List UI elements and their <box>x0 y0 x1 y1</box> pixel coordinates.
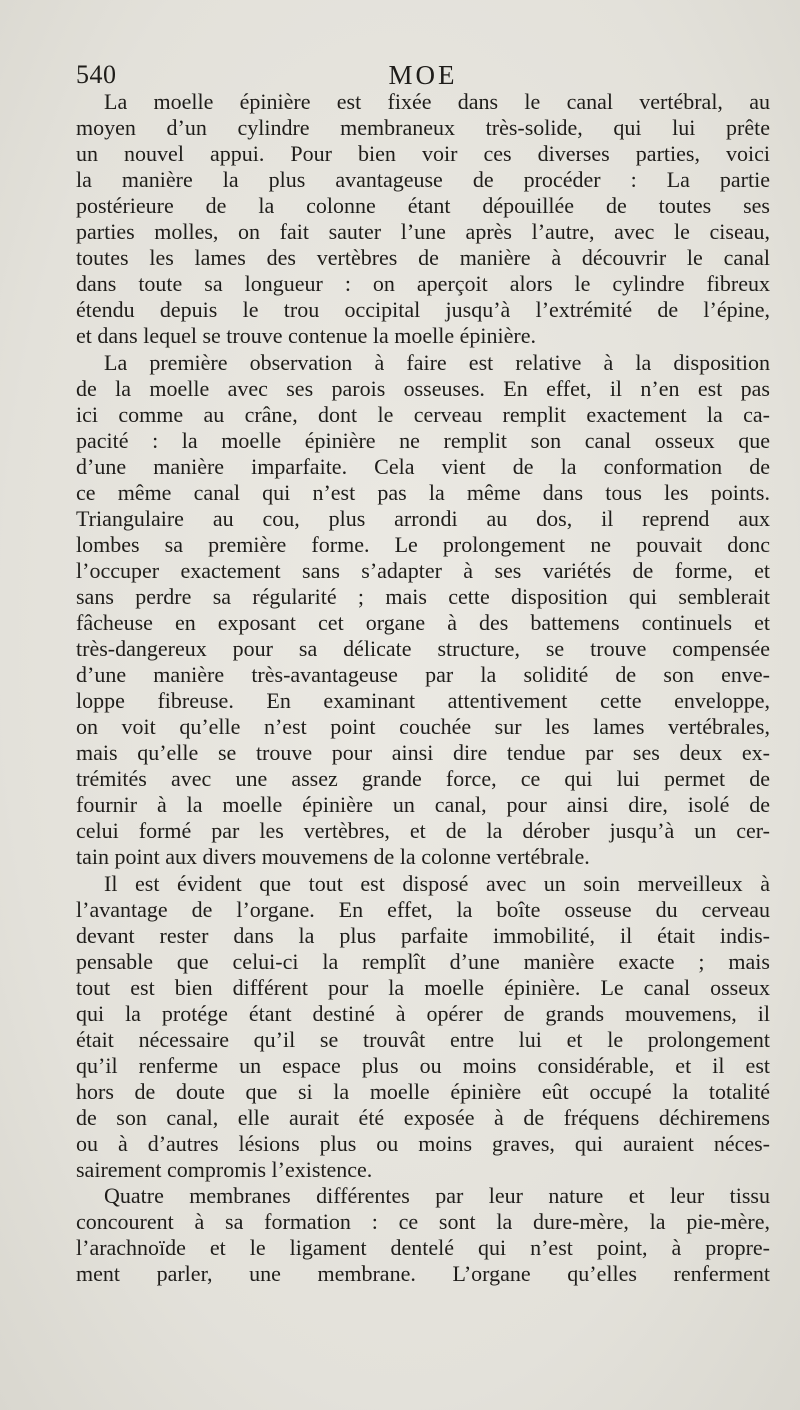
text-line: sairement compromis l’existence. <box>76 1157 373 1183</box>
text-line: étendu depuis le trou occipital jusqu’à l’extrémité de l’épine, <box>76 297 770 323</box>
text-line: tain point aux divers mouvemens de la colonne vertébrale. <box>76 844 590 870</box>
text-line: devant rester dans la plus parfaite immobilité, il était indis- <box>76 922 770 948</box>
text-line: qu’il renferme un espace plus ou moins considérable, et il est <box>76 1052 770 1078</box>
text-line: moyen d’un cylindre membraneux très-solide, qui lui prête <box>76 115 770 141</box>
text-line: l’avantage de l’organe. En effet, la boîte osseuse du cerveau <box>76 896 770 922</box>
text-line: lombes sa première forme. Le prolongement ne pouvait donc <box>76 531 770 557</box>
text-line: mais qu’elle se trouve pour ainsi dire tendue par ses deux ex- <box>76 740 770 766</box>
running-head: MOE <box>388 60 458 90</box>
text-line: loppe fibreuse. En examinant attentivement cette enveloppe, <box>76 688 770 714</box>
text-line: un nouvel appui. Pour bien voir ces diverses parties, voici <box>76 141 770 167</box>
text-line: de la moelle avec ses parois osseuses. En effet, il n’en est pas <box>76 375 770 401</box>
text-line: hors de doute que si la moelle épinière eût occupé la totalité <box>76 1078 770 1104</box>
text-line: Il est évident que tout est disposé avec un soin merveilleux à <box>104 870 770 896</box>
text-line: ici comme au crâne, dont le cerveau remplit exactement la ca- <box>76 401 770 427</box>
text-line: celui formé par les vertèbres, et de la dérober jusqu’à un cer- <box>76 818 770 844</box>
text-line: Triangulaire au cou, plus arrondi au dos, il reprend aux <box>76 505 770 531</box>
text-line: Quatre membranes différentes par leur nature et leur tissu <box>104 1183 770 1209</box>
text-line: pacité : la moelle épinière ne remplit son canal osseux que <box>76 427 770 453</box>
text-line: trémités avec une assez grande force, ce qui lui permet de <box>76 766 770 792</box>
text-line: l’occuper exactement sans s’adapter à ses variétés de forme, et <box>76 557 770 583</box>
text-line: toutes les lames des vertèbres de manière à découvrir le canal <box>76 245 770 271</box>
text-line: on voit qu’elle n’est point couchée sur les lames vertébrales, <box>76 714 770 740</box>
text-line: sans perdre sa régularité ; mais cette disposition qui semblerait <box>76 583 770 609</box>
text-line: fournir à la moelle épinière un canal, pour ainsi dire, isolé de <box>76 792 770 818</box>
text-line: concourent à sa formation : ce sont la dure-mère, la pie-mère, <box>76 1209 770 1235</box>
text-line: La moelle épinière est fixée dans le canal vertébral, au <box>104 89 770 114</box>
text-line: fâcheuse en exposant cet organe à des battemens continuels et <box>76 610 770 635</box>
text-line: et dans lequel se trouve contenue la moelle épinière. <box>76 323 536 349</box>
text-line: ce même canal qui n’est pas la même dans tous les points. <box>76 479 770 505</box>
text-line: La première observation à faire est relative à la disposition <box>104 349 770 375</box>
text-line: ment parler, une membrane. L’organe qu’elles renferment <box>76 1261 770 1287</box>
text-line: tout est bien différent pour la moelle épinière. Le canal osseux <box>76 974 770 1000</box>
text-line: postérieure de la colonne étant dépouillée de toutes ses <box>76 193 770 219</box>
text-line: la manière la plus avantageuse de procéder : La partie <box>76 167 770 193</box>
text-line: de son canal, elle aurait été exposée à de fréquens déchiremens <box>76 1104 770 1130</box>
text-line: pensable que celui-ci la remplît d’une manière exacte ; mais <box>76 948 770 974</box>
text-line: était nécessaire qu’il se trouvât entre lui et le prolongement <box>76 1026 770 1052</box>
text-line: l’arachnoïde et le ligament dentelé qui n’est point, à propre- <box>76 1235 770 1261</box>
text-line: ou à d’autres lésions plus ou moins graves, qui auraient néces- <box>76 1131 770 1156</box>
page-number: 540 <box>76 60 117 89</box>
text-line: qui la protége étant destiné à opérer de grands mouvemens, il <box>76 1000 770 1026</box>
text-line: d’une manière très-avantageuse par la solidité de son enve- <box>76 662 770 688</box>
text-line: parties molles, on fait sauter l’une après l’autre, avec le ciseau, <box>76 219 770 245</box>
text-line: très-dangereux pour sa délicate structure, se trouve compensée <box>76 636 770 662</box>
text-line: dans toute sa longueur : on aperçoit alors le cylindre fibreux <box>76 271 770 297</box>
text-line: d’une manière imparfaite. Cela vient de la conformation de <box>76 453 770 479</box>
